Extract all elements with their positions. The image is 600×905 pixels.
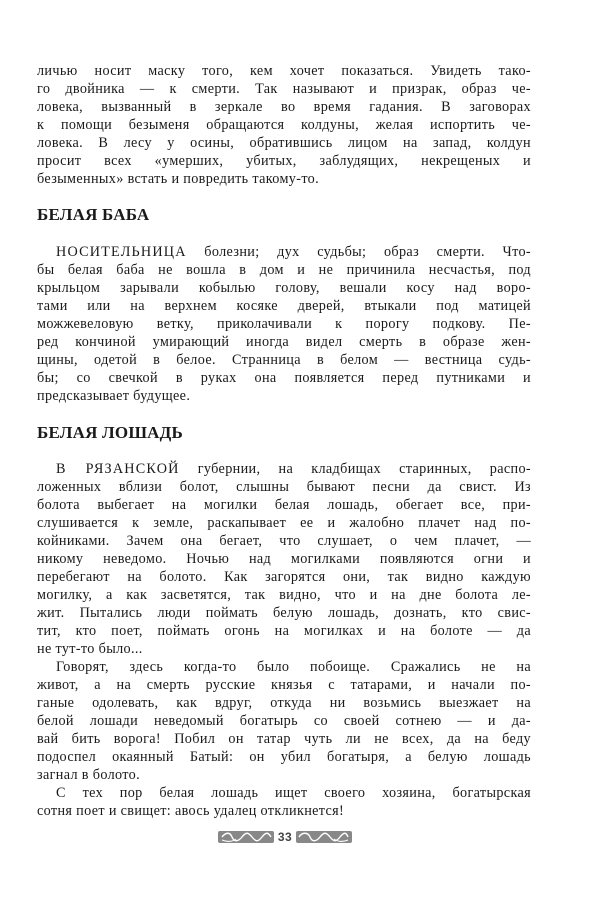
text-line-first: Говорят, здесь когда-то было побоище. Сражались не на	[56, 659, 531, 675]
section-heading: БЕЛАЯ БАБА	[37, 205, 150, 224]
ornament-left-icon	[218, 829, 274, 845]
text-line: белой лошади неведомый богатырь со своей сотнею — и да-	[37, 713, 531, 729]
text-line: перебегают на болото. Как загорятся они, так видно каждую	[37, 569, 531, 585]
text-line-first	[56, 460, 531, 478]
section-heading: БЕЛАЯ ЛОШАДЬ	[37, 423, 183, 442]
text-line: тит, кто поет, поймать огонь на могилках и на болоте — да	[37, 623, 531, 639]
lead-rest: губернии, на кладбищах старинных, распо-	[179, 461, 532, 477]
text-line: можжевеловую ветку, приколачивали к порогу подкову. Пе-	[37, 316, 531, 332]
text-line: загнал в болото.	[37, 767, 140, 783]
text-line: к помощи безыменя обращаются колдуны, желая испортить че-	[37, 117, 531, 133]
text-line: ловека, вызванный в зеркале во время гадания. В заговорах	[37, 99, 531, 115]
text-line: го двойника — к смерти. Так называют и призрак, образ че-	[37, 81, 531, 97]
page-folio	[217, 828, 353, 846]
text-line: бы белая баба не вошла в дом и не причинила несчастья, под	[37, 262, 531, 278]
text-line: жит. Пытались люди поймать белую лошадь, дознать, кто свис-	[37, 605, 531, 621]
text-line: слушивается к земле, раскапывает ее и жалобно плачет над по-	[37, 515, 531, 531]
page-number: 33	[277, 830, 293, 844]
lead-rest: болезни; дух судьбы; образ смерти. Что-	[186, 244, 531, 260]
text-line: не тут-то было...	[37, 641, 143, 657]
lead-word: В РЯЗАНСКОЙ	[56, 461, 180, 477]
text-line-first: С тех пор белая лошадь ищет своего хозяина, богатырская	[56, 785, 531, 801]
text-line: вай бить ворога! Побил он татар чуть ли не всех, да на беду	[37, 731, 531, 747]
text-line: живот, а на смерть русские князья с татарами, и начали по-	[37, 677, 531, 693]
text-line: предсказывает будущее.	[37, 388, 191, 404]
text-line: щины, одетой в белое. Странница в белом — вестница судь-	[37, 352, 531, 368]
text-line: ловека. В лесу у осины, обратившись лицом на запад, колдун	[37, 135, 531, 151]
text-line: личью носит маску того, кем хочет показаться. Увидеть тако-	[37, 63, 531, 79]
text-line: крыльцом зарывали кобылью голову, вешали косу над воро-	[37, 280, 531, 296]
lead-word: НОСИТЕЛЬНИЦА	[56, 244, 187, 260]
text-line: ложенных вблизи болот, слышны бывают песни да свист. Из	[37, 479, 531, 495]
text-line: сотня поет и свищет: авось удалец откликнется!	[37, 803, 345, 819]
text-line: никому неведомо. Ночью над могилками появляются огни и	[37, 551, 531, 567]
text-line: болота выбегает на могилки белая лошадь, обегает все, при-	[37, 497, 531, 513]
text-line: койниками. Зачем она бегает, что слушает, о чем плачет, —	[37, 533, 531, 549]
text-line: просит всех «умерших, убитых, заблудящих, некрещеных и	[37, 153, 531, 169]
text-line: бы; со свечкой в руках она появляется перед путниками и	[37, 370, 531, 386]
text-line: тами или на верхнем косяке дверей, втыкали под матицей	[37, 298, 531, 314]
text-line: подоспел окаянный Батый: он убил богатыря, а белую лошадь	[37, 749, 531, 765]
text-line: ред кончиной умирающий иногда видел смерть в образе жен-	[37, 334, 531, 350]
text-line: могилку, а как засветятся, так видно, что и на дне болота ле-	[37, 587, 531, 603]
text-line: безыменных» встать и повредить такому-то.	[37, 171, 320, 187]
text-line-first	[56, 243, 531, 261]
text-line: ганые одолевать, как вдруг, откуда ни возьмись выезжает на	[37, 695, 531, 711]
ornament-right-icon	[296, 829, 352, 845]
